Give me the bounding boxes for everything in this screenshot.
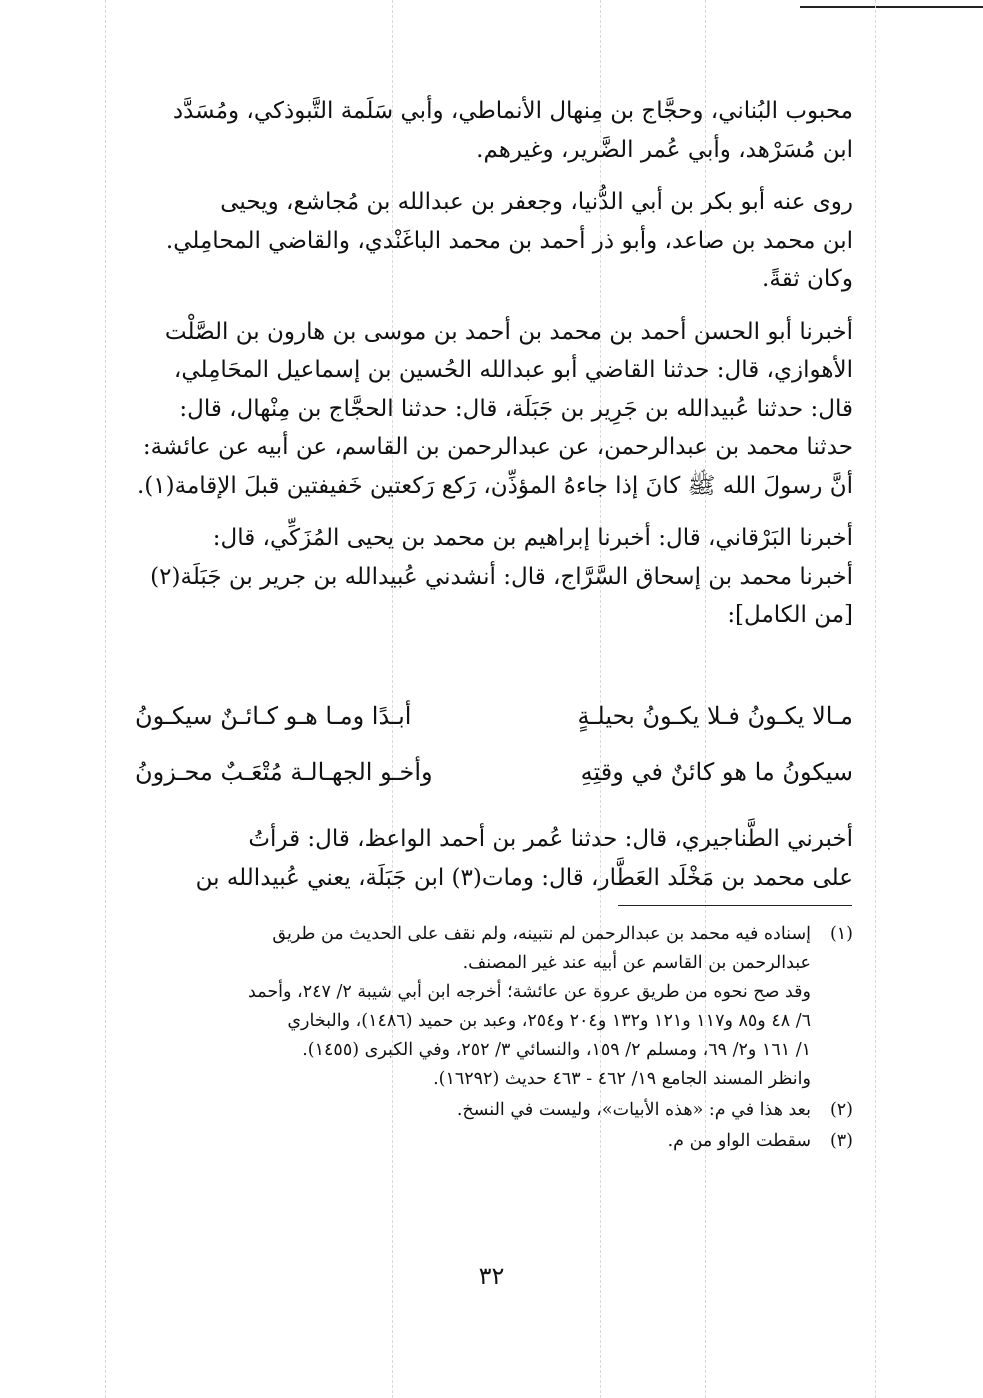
footnote-body bbox=[135, 920, 811, 1094]
footnote-1 bbox=[135, 920, 853, 1094]
text-line: ابن مُسَرْهد، وأبي عُمر الضَّرير، وغيرهم. bbox=[476, 136, 853, 163]
text-line: أخبرنا أبو الحسن أحمد بن محمد بن أحمد بن موسى بن هارون بن الصَّلْت bbox=[164, 318, 853, 345]
verse-first-hemistich: مـالا يكـونُ فـلا يكـونُ بحيلـةٍ bbox=[577, 702, 853, 730]
paragraph-5 bbox=[135, 820, 853, 897]
footnote-number: (٣) bbox=[829, 1131, 853, 1151]
paragraph-3 bbox=[135, 313, 853, 506]
text-line: ابن محمد بن صاعد، وأبو ذر أحمد بن محمد الباغَنْدي، والقاضي المحامِلي. bbox=[165, 227, 853, 254]
footnote-line: سقطت الواو من م. bbox=[667, 1131, 811, 1151]
paragraph-2 bbox=[135, 183, 853, 299]
footnote-line: ٦/ ٤٨ و٨٥ و١١٧ و١٢١ و١٣٢ و٢٠٤ و٢٥٤، وعبد بن حميد (١٤٨٦)، والبخاري bbox=[287, 1011, 811, 1031]
page-number: ٣٢ bbox=[478, 1262, 505, 1290]
text-line: حدثنا محمد بن عبدالرحمن، عن عبدالرحمن بن القاسم، عن أبيه عن عائشة: bbox=[142, 434, 853, 460]
footnote-number: (١) bbox=[829, 924, 853, 944]
header-rule bbox=[800, 6, 983, 8]
paragraph-1 bbox=[135, 92, 853, 169]
scan-artifact bbox=[875, 0, 876, 1398]
text-line: أخبرني الطَّناجيري، قال: حدثنا عُمر بن أحمد الواعظ، قال: قرأتُ bbox=[248, 826, 853, 852]
text-line: أنَّ رسولَ الله ﷺ كانَ إذا جاءهُ المؤذِّن، رَكع رَكعتين خَفيفتين قبلَ الإقامة(١). bbox=[136, 472, 853, 499]
text-line: على محمد بن مَخْلَد العَطَّار، قال: ومات(٣) ابن جَبَلَة، يعني عُبيدالله بن bbox=[195, 864, 853, 891]
footnote-line: بعد هذا في م: «هذه الأبيات»، وليست في النسخ. bbox=[456, 1100, 811, 1120]
verse-first-hemistich: سيكونُ ما هو كائنٌ في وقتِهِ bbox=[580, 758, 853, 786]
main-text bbox=[135, 92, 853, 649]
verse-second-hemistich: أبـدًا ومـا هـو كـائـنٌ سيكـونُ bbox=[135, 702, 412, 730]
verse-line-2 bbox=[135, 758, 853, 786]
footnote-body bbox=[135, 1127, 811, 1156]
footnotes bbox=[135, 920, 853, 1158]
footnote-line: ١/ ١٦١ و٢/ ٦٩، ومسلم ٢/ ١٥٩، والنسائي ٣/ ٢٥٢، وفي الكبرى (١٤٥٥). bbox=[302, 1040, 811, 1060]
footnote-3 bbox=[135, 1127, 853, 1156]
text-line: أخبرنا محمد بن إسحاق السَّرَّاج، قال: أنشدني عُبيدالله بن جرير بن جَبَلَة(٢) bbox=[150, 563, 853, 590]
footnote-line: وانظر المسند الجامع ١٩/ ٤٦٢ - ٤٦٣ حديث (١٦٢٩٢). bbox=[433, 1069, 811, 1089]
scan-artifact bbox=[105, 0, 106, 1398]
footnote-number: (٢) bbox=[829, 1100, 853, 1120]
text-line: روى عنه أبو بكر بن أبي الدُّنيا، وجعفر بن عبدالله بن مُجاشع، ويحيى bbox=[220, 189, 853, 215]
footnote-2 bbox=[135, 1096, 853, 1125]
verse-second-hemistich: وأخـو الجهـالـة مُتْعَـبٌ محـزونُ bbox=[135, 758, 433, 786]
footnote-line: عبدالرحمن بن القاسم عن أبيه عند غير المصنف. bbox=[462, 953, 811, 973]
text-line: قال: حدثنا عُبيدالله بن جَرِير بن جَبَلَة، قال: حدثنا الحجَّاج بن مِنْهال، قال: bbox=[179, 395, 853, 422]
text-line: أخبرنا البَرْقاني، قال: أخبرنا إبراهيم بن محمد بن يحيى المُزَكِّي، قال: bbox=[212, 525, 853, 551]
footnote-separator bbox=[618, 905, 852, 906]
text-line: الأهوازي، قال: حدثنا القاضي أبو عبدالله الحُسين بن إسماعيل المحَامِلي، bbox=[173, 357, 853, 383]
text-line: محبوب البُناني، وحجَّاج بن مِنهال الأنماطي، وأبي سَلَمة التَّبوذكي، ومُسَدَّد bbox=[172, 98, 853, 124]
text-line: وكان ثقةً. bbox=[762, 266, 853, 292]
text-line: [من الكامل]: bbox=[727, 602, 853, 628]
footnote-line: وقد صح نحوه من طريق عروة عن عائشة؛ أخرجه ابن أبي شيبة ٢/ ٢٤٧، وأحمد bbox=[248, 982, 811, 1002]
paragraph-4 bbox=[135, 519, 853, 635]
verse-line-1 bbox=[135, 702, 853, 730]
footnote-body bbox=[135, 1096, 811, 1125]
footnote-line: إسناده فيه محمد بن عبدالرحمن لم نتبينه، ولم نقف على الحديث من طريق bbox=[272, 924, 811, 944]
